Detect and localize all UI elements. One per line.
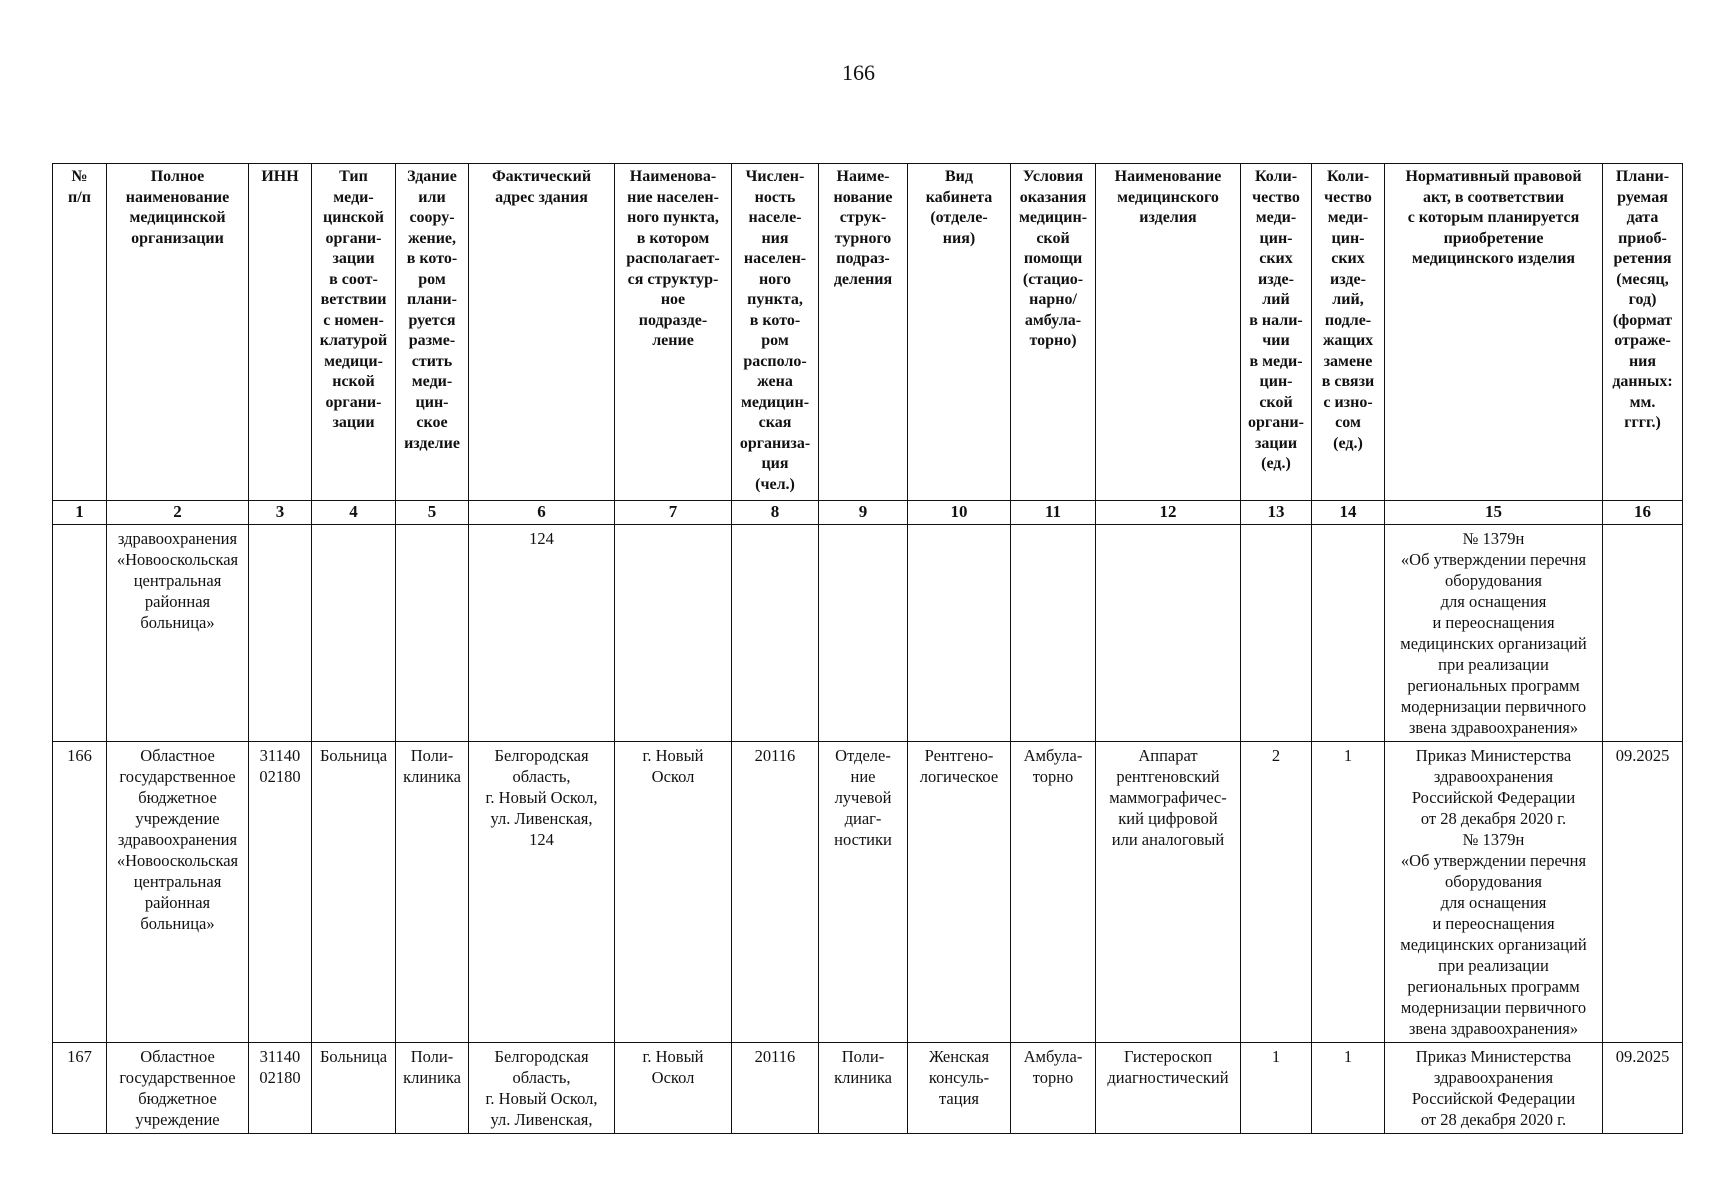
cell-inn: 31140 02180 xyxy=(249,741,312,1042)
header-cell: Наиме- нование струк- турного подраз- деления xyxy=(819,164,908,501)
header-cell: Наименование медицинского изделия xyxy=(1096,164,1241,501)
header-cell: Нормативный правовой акт, в соответствии с которым планируется приобретение медицинского изделия xyxy=(1385,164,1603,501)
cell-device-name: Аппарат рентгеновский маммографичес- кий цифровой или аналоговый xyxy=(1096,741,1241,1042)
header-cell: ИНН xyxy=(249,164,312,501)
cell-cabinet-type xyxy=(908,524,1011,741)
table-row xyxy=(53,741,1683,1042)
column-number: 12 xyxy=(1096,501,1241,525)
cell-number: 166 xyxy=(53,741,107,1042)
column-number: 8 xyxy=(732,501,819,525)
column-number: 9 xyxy=(819,501,908,525)
page-number: 166 xyxy=(842,60,875,85)
cell-inn xyxy=(249,524,312,741)
column-number: 1 xyxy=(53,501,107,525)
table-row-continuation xyxy=(53,524,1683,741)
column-number: 10 xyxy=(908,501,1011,525)
cell-legal-act: № 1379н «Об утверждении перечня оборудования для оснащения и переоснащения медицинских организаций при реализации региональных программ модернизации первичного звена здравоохранения» xyxy=(1385,524,1603,741)
cell-building: Поли- клиника xyxy=(396,741,469,1042)
cell-qty-available: 1 xyxy=(1241,1042,1312,1133)
cell-settlement xyxy=(615,524,732,741)
column-number: 4 xyxy=(312,501,396,525)
cell-legal-act: Приказ Министерства здравоохранения Российской Федерации от 28 декабря 2020 г. № 1379н «Об утверждении перечня оборудования для оснащения и переоснащения медицинских организаций при реализации региональных программ модернизации первичного звена здравоохранения» xyxy=(1385,741,1603,1042)
cell-population: 20116 xyxy=(732,1042,819,1133)
column-number: 3 xyxy=(249,501,312,525)
cell-planned-date: 09.2025 xyxy=(1603,741,1683,1042)
header-row xyxy=(53,164,1683,501)
column-number: 2 xyxy=(107,501,249,525)
cell-planned-date xyxy=(1603,524,1683,741)
cell-conditions: Амбула- торно xyxy=(1011,1042,1096,1133)
cell-number: 167 xyxy=(53,1042,107,1133)
header-cell: Числен- ность населе- ния населен- ного пункта, в кото- ром располо- жена медицин- ская организа- ция (чел.) xyxy=(732,164,819,501)
cell-subdivision xyxy=(819,524,908,741)
column-number: 11 xyxy=(1011,501,1096,525)
cell-legal-act: Приказ Министерства здравоохранения Российской Федерации от 28 декабря 2020 г. xyxy=(1385,1042,1603,1133)
cell-qty-replace: 1 xyxy=(1312,741,1385,1042)
cell-settlement: г. Новый Оскол xyxy=(615,741,732,1042)
cell-qty-available: 2 xyxy=(1241,741,1312,1042)
header-cell: Коли- чество меди- цин- ских изде- лий, подле- жащих замене в связи с изно- сом (ед.) xyxy=(1312,164,1385,501)
column-number: 5 xyxy=(396,501,469,525)
cell-building xyxy=(396,524,469,741)
column-number: 7 xyxy=(615,501,732,525)
cell-org-type: Больница xyxy=(312,1042,396,1133)
header-cell: Коли- чество меди- цин- ских изде- лий в нали- чии в меди- цин- ской органи- зации (ед.) xyxy=(1241,164,1312,501)
column-number: 13 xyxy=(1241,501,1312,525)
table-row xyxy=(53,1042,1683,1133)
header-cell: Здание или соору- жение, в кото- ром плани- руется разме- стить меди- цин- ское изделие xyxy=(396,164,469,501)
cell-population: 20116 xyxy=(732,741,819,1042)
cell-population xyxy=(732,524,819,741)
cell-subdivision: Отделе- ние лучевой диаг- ностики xyxy=(819,741,908,1042)
header-cell: Вид кабинета (отделе- ния) xyxy=(908,164,1011,501)
column-number: 14 xyxy=(1312,501,1385,525)
cell-device-name xyxy=(1096,524,1241,741)
header-cell: Полное наименование медицинской организации xyxy=(107,164,249,501)
header-cell: Фактический адрес здания xyxy=(469,164,615,501)
cell-address: Белгородская область, г. Новый Оскол, ул. Ливенская, 124 xyxy=(469,741,615,1042)
cell-inn: 31140 02180 xyxy=(249,1042,312,1133)
header-cell: Условия оказания медицин- ской помощи (стацио- нарно/ амбула- торно) xyxy=(1011,164,1096,501)
cell-address: Белгородская область, г. Новый Оскол, ул. Ливенская, xyxy=(469,1042,615,1133)
column-number: 6 xyxy=(469,501,615,525)
cell-planned-date: 09.2025 xyxy=(1603,1042,1683,1133)
cell-qty-replace: 1 xyxy=(1312,1042,1385,1133)
cell-qty-replace xyxy=(1312,524,1385,741)
cell-org-type xyxy=(312,524,396,741)
column-number: 16 xyxy=(1603,501,1683,525)
cell-device-name: Гистероскоп диагностический xyxy=(1096,1042,1241,1133)
header-cell: Наименова- ние населен- ного пункта, в котором располагает- ся структур- ное подразде- ление xyxy=(615,164,732,501)
header-cell: Тип меди- цинской органи- зации в соот- ветствии с номен- клатурой медици- нской органи- зации xyxy=(312,164,396,501)
column-number: 15 xyxy=(1385,501,1603,525)
cell-qty-available xyxy=(1241,524,1312,741)
cell-settlement: г. Новый Оскол xyxy=(615,1042,732,1133)
cell-subdivision: Поли- клиника xyxy=(819,1042,908,1133)
cell-number xyxy=(53,524,107,741)
medical-equipment-table xyxy=(52,163,1683,1134)
cell-cabinet-type: Женская консуль- тация xyxy=(908,1042,1011,1133)
cell-org-type: Больница xyxy=(312,741,396,1042)
header-cell: Плани- руемая дата приоб- ретения (месяц, год) (формат отраже- ния данных: мм. гггг.) xyxy=(1603,164,1683,501)
column-number-row xyxy=(53,501,1683,525)
cell-building: Поли- клиника xyxy=(396,1042,469,1133)
cell-organization: Областное государственное бюджетное учреждение здравоохранения «Новооскольская центральная районная больница» xyxy=(107,741,249,1042)
header-cell: № п/п xyxy=(53,164,107,501)
cell-cabinet-type: Рентгено- логическое xyxy=(908,741,1011,1042)
cell-address: 124 xyxy=(469,524,615,741)
cell-organization: Областное государственное бюджетное учреждение xyxy=(107,1042,249,1133)
cell-conditions xyxy=(1011,524,1096,741)
cell-organization: здравоохранения «Новооскольская центральная районная больница» xyxy=(107,524,249,741)
cell-conditions: Амбула- торно xyxy=(1011,741,1096,1042)
